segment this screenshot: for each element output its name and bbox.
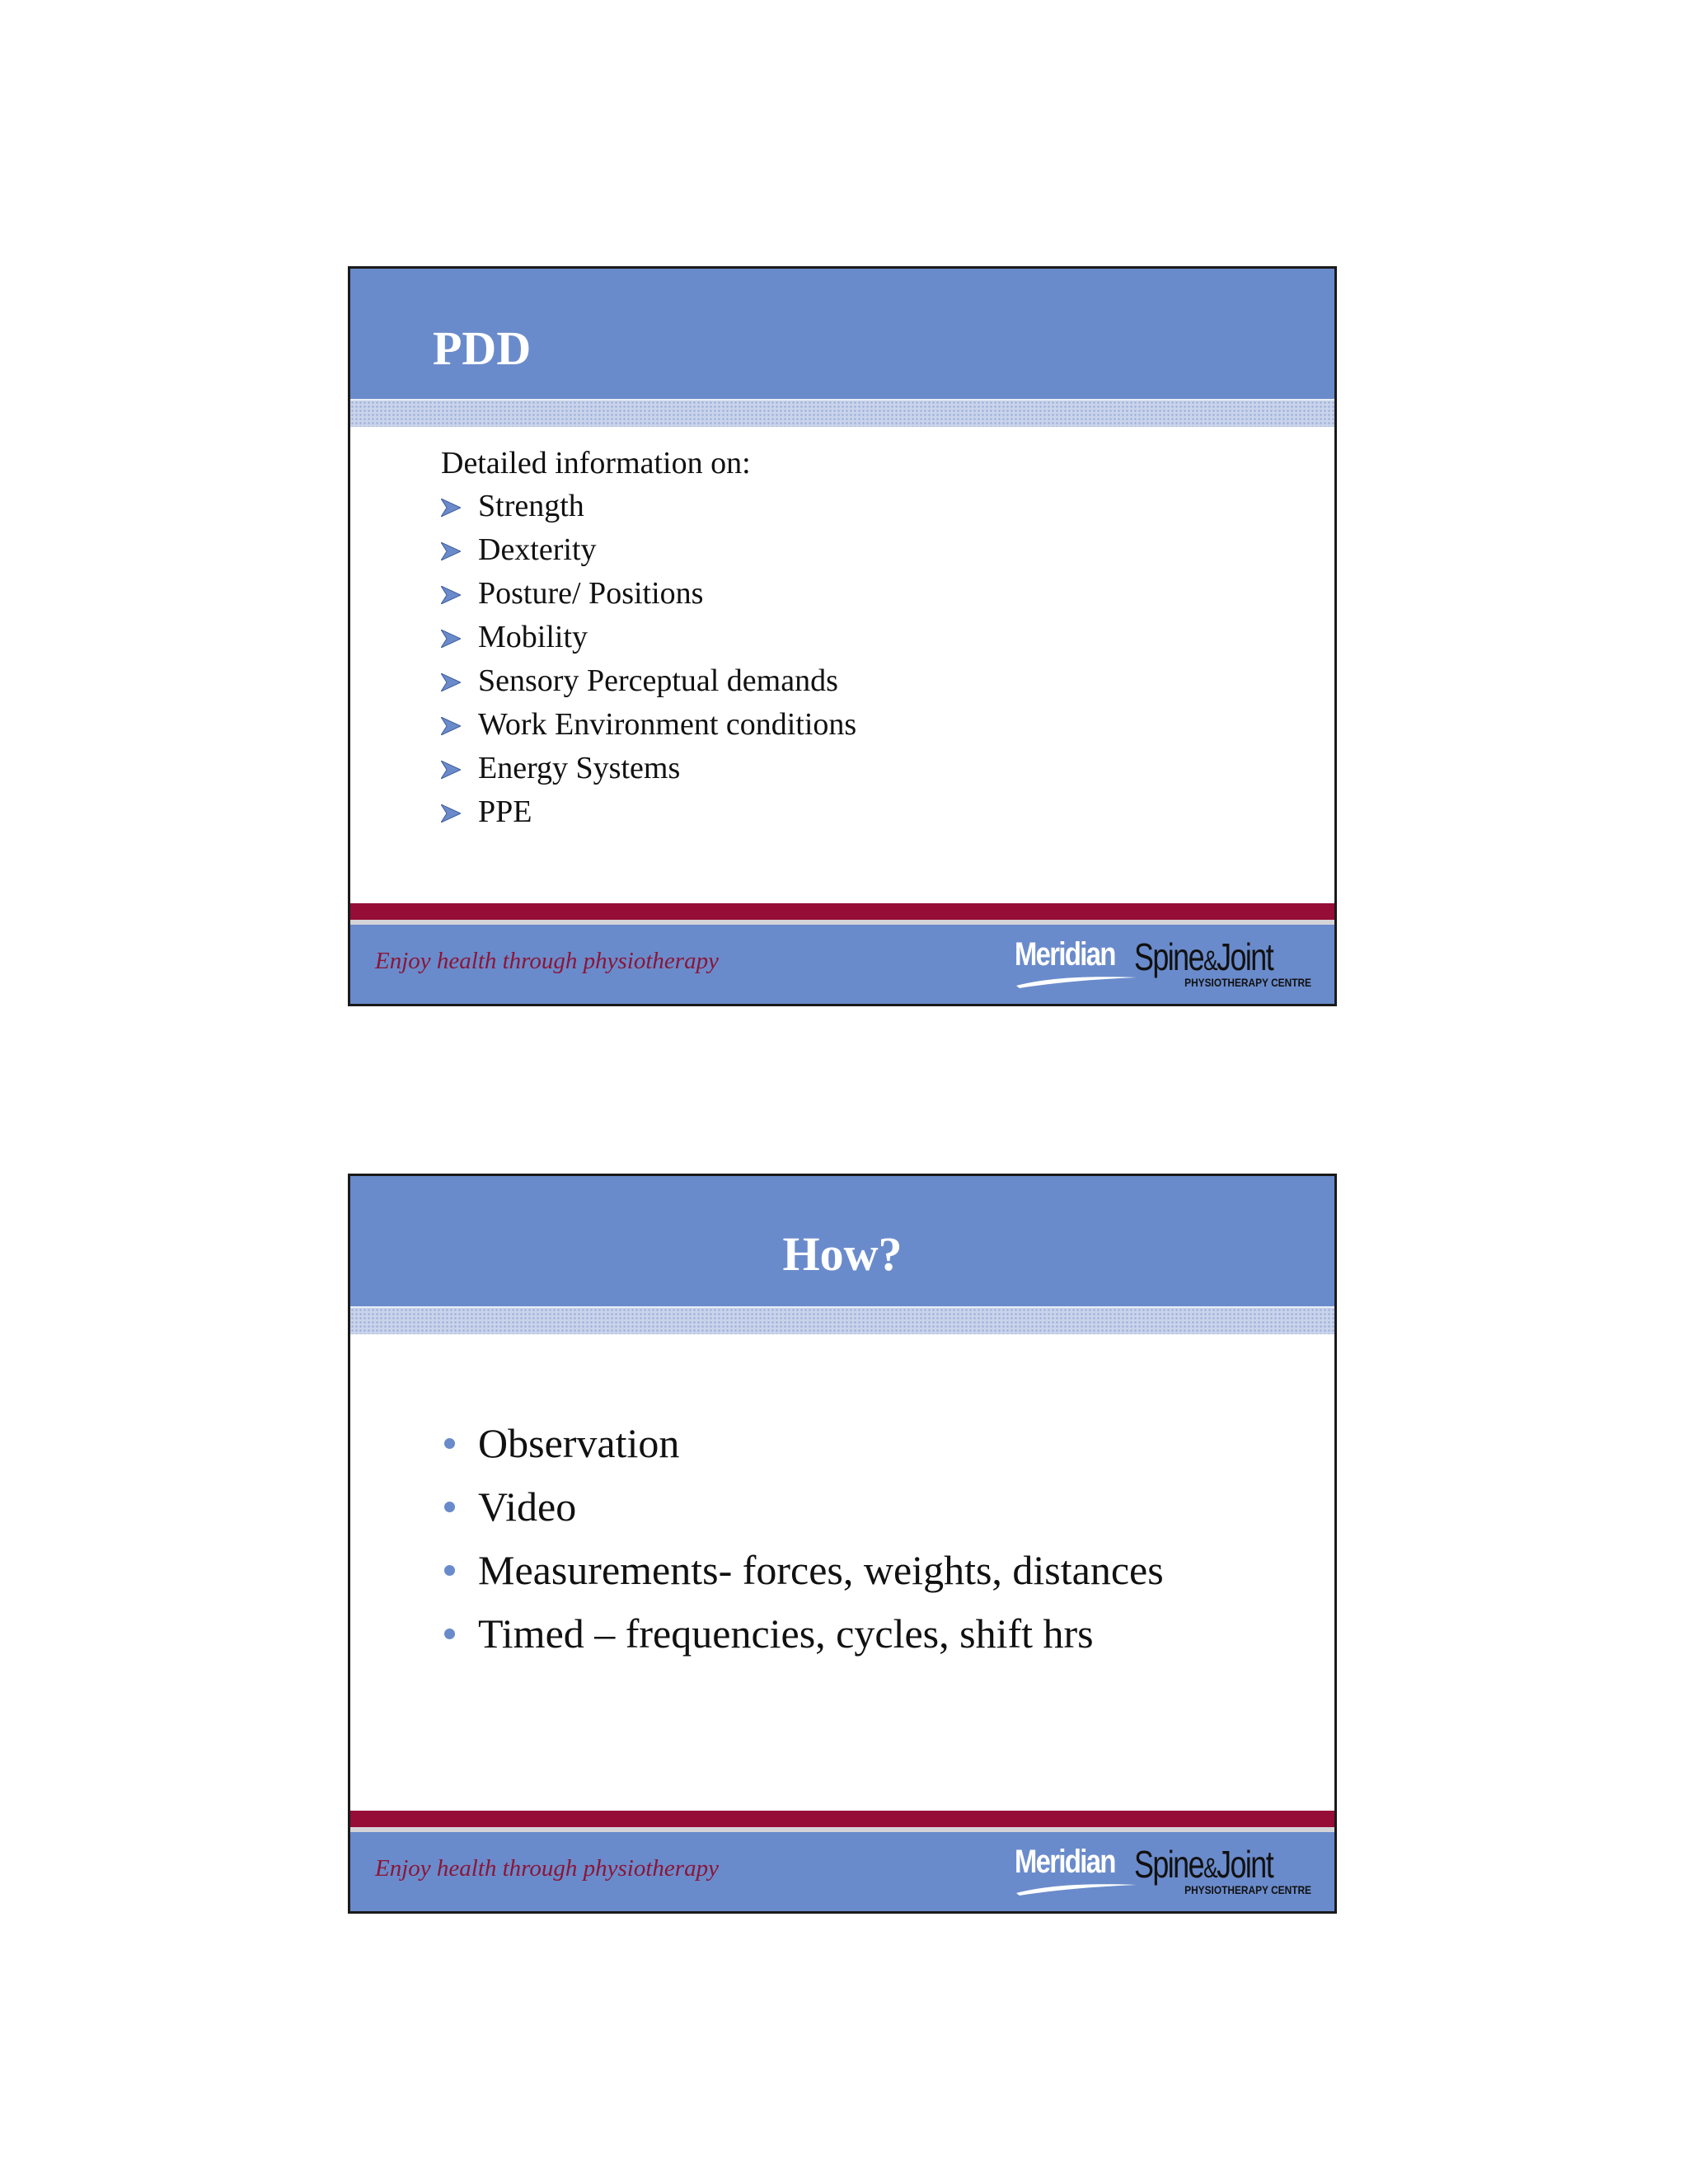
list-item	[441, 616, 856, 659]
bullet-list	[439, 1412, 1164, 1666]
logo-spine-joint	[1134, 935, 1273, 979]
arrow-list	[441, 485, 856, 834]
list-item	[441, 703, 856, 747]
list-item-text: Observation	[478, 1420, 680, 1466]
list-item-text: Video	[478, 1483, 577, 1530]
list-item	[441, 572, 856, 616]
list-item	[439, 1539, 1164, 1602]
header-pattern-band	[350, 1306, 1334, 1334]
footer-tagline: Enjoy health through physiotherapy	[375, 948, 719, 974]
footer-red-band	[350, 903, 1334, 920]
list-item-text: Sensory Perceptual demands	[478, 663, 838, 698]
list-item-text: Timed – frequencies, cycles, shift hrs	[478, 1610, 1094, 1657]
arrow-bullet-icon	[441, 804, 461, 823]
slide-how	[348, 1174, 1337, 1914]
logo-ampersand: &	[1203, 1853, 1217, 1884]
list-item	[439, 1475, 1164, 1539]
dot-bullet-icon	[444, 1438, 455, 1449]
list-item	[439, 1412, 1164, 1475]
logo-spine-text: Spine	[1134, 1843, 1203, 1886]
logo-subtitle: PHYSIOTHERAPY CENTRE	[1184, 1883, 1311, 1896]
logo-spine-joint	[1134, 1842, 1273, 1886]
slide-content	[441, 442, 856, 834]
arrow-bullet-icon	[441, 499, 461, 517]
meridian-logo	[1015, 936, 1311, 994]
arrow-bullet-icon	[441, 542, 461, 560]
list-item-text: Energy Systems	[478, 751, 681, 785]
list-item	[441, 790, 856, 834]
dot-bullet-icon	[444, 1629, 455, 1639]
list-item-text: Strength	[478, 489, 584, 523]
slide-title: PDD	[433, 321, 532, 375]
logo-spine-text: Spine	[1134, 935, 1203, 978]
arrow-bullet-icon	[441, 586, 461, 604]
logo-meridian-text: Meridian	[1015, 1844, 1115, 1880]
footer-tagline: Enjoy health through physiotherapy	[375, 1855, 719, 1882]
footer-red-band	[350, 1811, 1334, 1827]
logo-meridian-text: Meridian	[1015, 936, 1115, 972]
arrow-bullet-icon	[441, 761, 461, 779]
slide-footer	[350, 1832, 1334, 1911]
slide-header	[350, 269, 1334, 399]
slide-title: How?	[782, 1227, 903, 1281]
dot-bullet-icon	[444, 1502, 455, 1512]
header-pattern-band	[350, 399, 1334, 427]
logo-joint-text: Joint	[1217, 935, 1273, 978]
list-item-text: Mobility	[478, 620, 588, 654]
arrow-bullet-icon	[441, 717, 461, 735]
logo-joint-text: Joint	[1217, 1843, 1273, 1886]
list-item-text: Work Environment conditions	[478, 707, 857, 742]
intro-text: Detailed information on:	[441, 446, 751, 480]
arrow-bullet-icon	[441, 673, 461, 691]
dot-bullet-icon	[444, 1565, 455, 1576]
list-item-text: Measurements- forces, weights, distances	[478, 1547, 1164, 1593]
list-item-text: Dexterity	[478, 532, 597, 567]
meridian-logo	[1015, 1844, 1311, 1901]
list-item	[441, 659, 856, 703]
logo-swoosh-icon	[1015, 1880, 1138, 1896]
list-item-text: PPE	[478, 794, 532, 829]
list-item	[441, 747, 856, 790]
list-item	[439, 1602, 1164, 1666]
logo-swoosh-icon	[1015, 972, 1138, 989]
list-item-text: Posture/ Positions	[478, 576, 704, 611]
slide-pdd	[348, 266, 1337, 1006]
list-item	[441, 485, 856, 528]
slide-header	[350, 1176, 1334, 1306]
slide-footer	[350, 925, 1334, 1004]
logo-subtitle: PHYSIOTHERAPY CENTRE	[1184, 976, 1311, 989]
list-item	[441, 528, 856, 572]
logo-ampersand: &	[1203, 945, 1217, 977]
arrow-bullet-icon	[441, 630, 461, 648]
